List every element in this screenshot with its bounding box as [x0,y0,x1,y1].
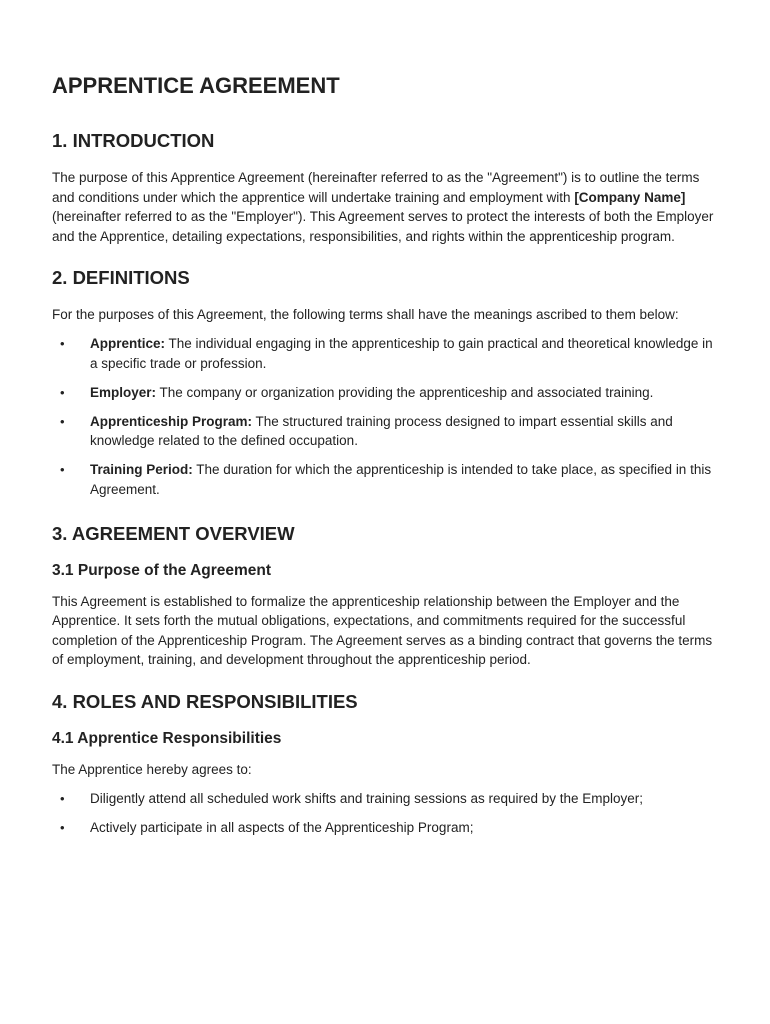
document-title: APPRENTICE AGREEMENT [52,73,340,98]
section-introduction [52,129,720,246]
bullet-icon: • [60,413,65,429]
list-item [52,383,720,403]
intro-paragraph [52,168,720,246]
definition-term: Apprenticeship Program: [90,413,253,429]
section-roles-responsibilities [52,690,720,837]
bullet-icon: • [60,384,65,400]
responsibility-text: Diligently attend all scheduled work shifts and training sessions as required by the Employer; [90,790,644,806]
responsibility-text: Actively participate in all aspects of the Apprenticeship Program; [90,819,474,835]
definition-text: The structured training process designed to impart essential skills and knowledge related to the defined occupation. [90,413,673,449]
intro-text-start: The purpose of this Apprentice Agreement (hereinafter referred to as the "Agreement") is to outline the terms and conditions under which the apprentice will undertake training and employment with [52,170,700,205]
list-item [52,412,720,451]
section-heading: 4. ROLES AND RESPONSIBILITIES [52,691,358,712]
definition-term: Apprentice: [90,335,166,351]
definition-term: Employer: [90,384,157,400]
section-heading: 3. AGREEMENT OVERVIEW [52,522,295,544]
definition-text: The company or organization providing the apprenticeship and associated training. [156,384,654,400]
definitions-list [52,334,720,500]
overview-paragraph: This Agreement is established to formalize the apprenticeship relationship between the Employer and the Apprentice. It sets forth the mutual obligations, expectations, and commitments required for the successful completion of the Apprenticeship Program. The Agreement serves as a binding contract that governs the terms of employment, training, and development throughout the apprenticeship period. [52,593,713,668]
definition-text: The duration for which the apprenticeship is intended to take place, as specified in this Agreement. [90,462,712,498]
bullet-icon: • [60,462,65,478]
subsection-heading: 3.1 Purpose of the Agreement [52,561,272,579]
definition-text: The individual engaging in the apprenticeship to gain practical and theoretical knowledge in a specific trade or profession. [90,335,713,371]
bullet-icon: • [60,819,65,835]
roles-intro: The Apprentice hereby agrees to: [52,762,252,777]
list-item [52,334,720,373]
list-item [52,460,720,499]
responsibilities-list [52,789,720,838]
definition-term: Training Period: [90,462,193,478]
section-definitions [52,266,720,499]
section-agreement-overview [52,522,720,670]
list-item [52,818,720,838]
list-item [52,789,720,809]
section-heading: 2. DEFINITIONS [52,267,190,289]
company-name-placeholder: [Company Name] [574,189,686,205]
definitions-intro: For the purposes of this Agreement, the following terms shall have the meanings ascribed to them below: [52,307,679,323]
bullet-icon: • [60,335,65,351]
bullet-icon: • [60,790,65,806]
section-heading: 1. INTRODUCTION [52,130,215,151]
intro-text-end: (hereinafter referred to as the "Employer"). This Agreement serves to protect the interests of both the Employer and the Apprentice, detailing expectations, responsibilities, and rights within the apprenticeship program. [52,209,714,244]
subsection-heading: 4.1 Apprentice Responsibilities [52,730,282,747]
